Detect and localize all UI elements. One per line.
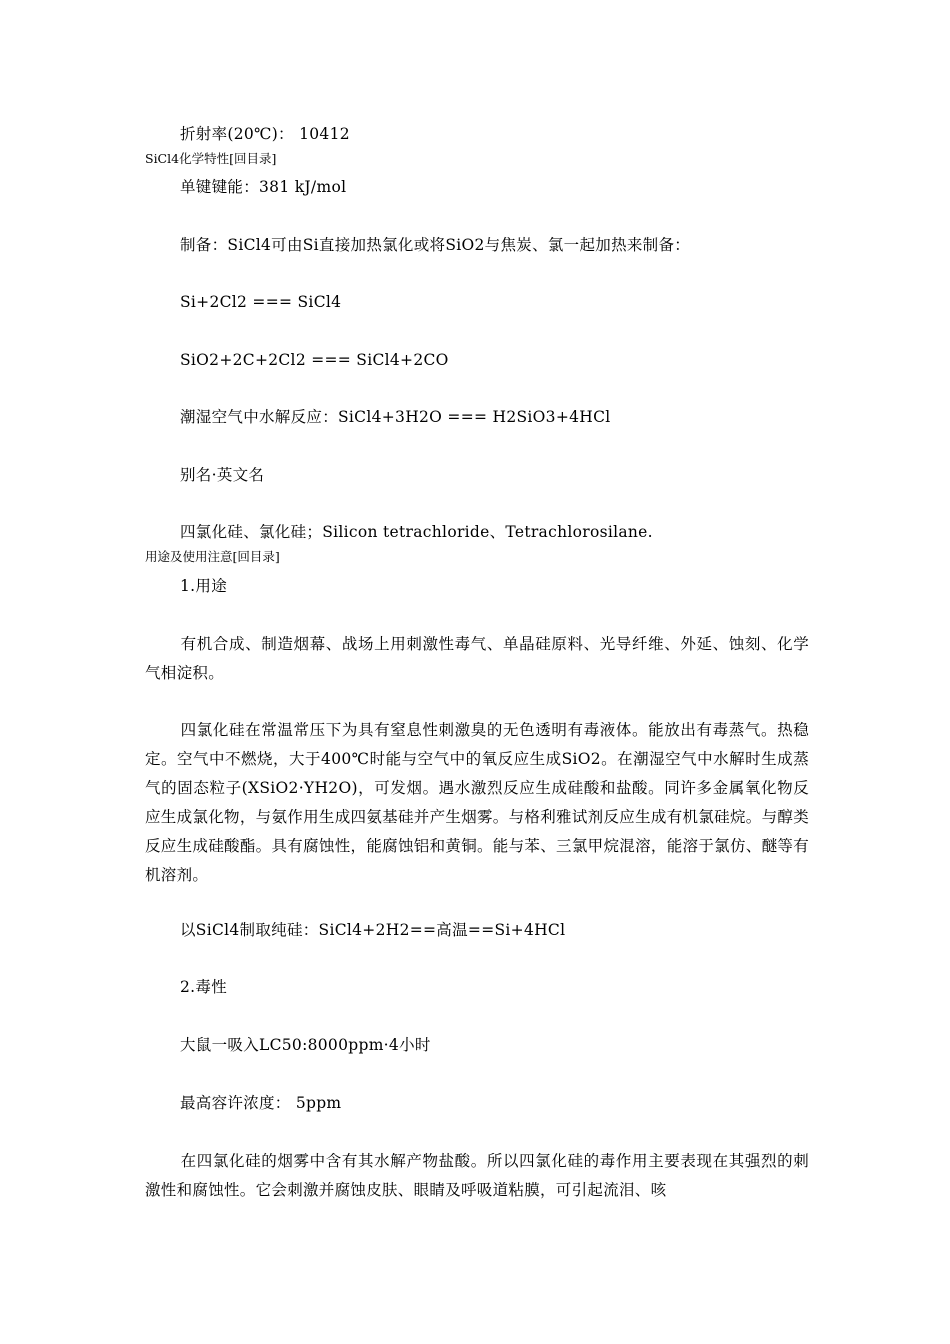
- rat-lc50-line: 大鼠一吸入LC50:8000ppm·4小时: [180, 1036, 431, 1054]
- section-heading-chemical-properties[interactable]: SiCl4化学特性[回目录]: [145, 151, 277, 166]
- preparation-line: 制备：SiCl4可由Si直接加热氯化或将SiO2与焦炭、氯一起加热来制备：: [180, 236, 691, 254]
- section-heading-usage[interactable]: 用途及使用注意[回目录]: [145, 549, 280, 564]
- refractive-index-line: 折射率(20℃)： 10412: [180, 125, 350, 143]
- toxicity-paragraph: 在四氯化硅的烟雾中含有其水解产物盐酸。所以四氯化硅的毒作用主要表现在其强烈的刺激性和腐蚀性。它会刺激并腐蚀皮肤、眼睛及呼吸道粘膜，可引起流泪、咳: [145, 1152, 809, 1199]
- alias-heading: 别名·英文名: [180, 466, 265, 484]
- toxicity-heading: 2.毒性: [180, 978, 227, 996]
- usage-paragraph: 有机合成、制造烟幕、战场上用刺激性毒气、单晶硅原料、光导纤维、外延、蚀刻、化学气相淀积。: [145, 635, 809, 682]
- properties-paragraph: 四氯化硅在常温常压下为具有窒息性刺激臭的无色透明有毒液体。能放出有毒蒸气。热稳定。空气中不燃烧，大于400℃时能与空气中的氧反应生成SiO2。在潮湿空气中水解时生成蒸气的固态粒子(XSiO2·YH2O)，可发烟。遇水激烈反应生成硅酸和盐酸。同许多金属氧化物反应生成氯化物，与氨作用生成四氨基硅并产生烟雾。与格利雅试剂反应生成有机氯硅烷。与醇类反应生成硅酸酯。具有腐蚀性，能腐蚀铝和黄铜。能与苯、三氯甲烷混溶，能溶于氯仿、醚等有机溶剂。: [145, 721, 809, 884]
- reaction-equation-1: Si+2Cl2 === SiCl4: [180, 293, 342, 311]
- bond-energy-line: 单键键能：381 kJ/mol: [180, 178, 347, 196]
- usage-heading: 1.用途: [180, 577, 227, 595]
- reaction-equation-2: SiO2+2C+2Cl2 === SiCl4+2CO: [180, 351, 449, 369]
- hydrolysis-reaction-line: 潮湿空气中水解反应：SiCl4+3H2O === H2SiO3+4HCl: [180, 408, 611, 426]
- alias-text: 四氯化硅、氯化硅；Silicon tetrachloride、Tetrachlorosilane.: [180, 523, 653, 541]
- pure-silicon-line: 以SiCl4制取纯硅：SiCl4+2H2==高温==Si+4HCl: [180, 921, 566, 939]
- max-concentration-line: 最高容许浓度： 5ppm: [180, 1094, 342, 1112]
